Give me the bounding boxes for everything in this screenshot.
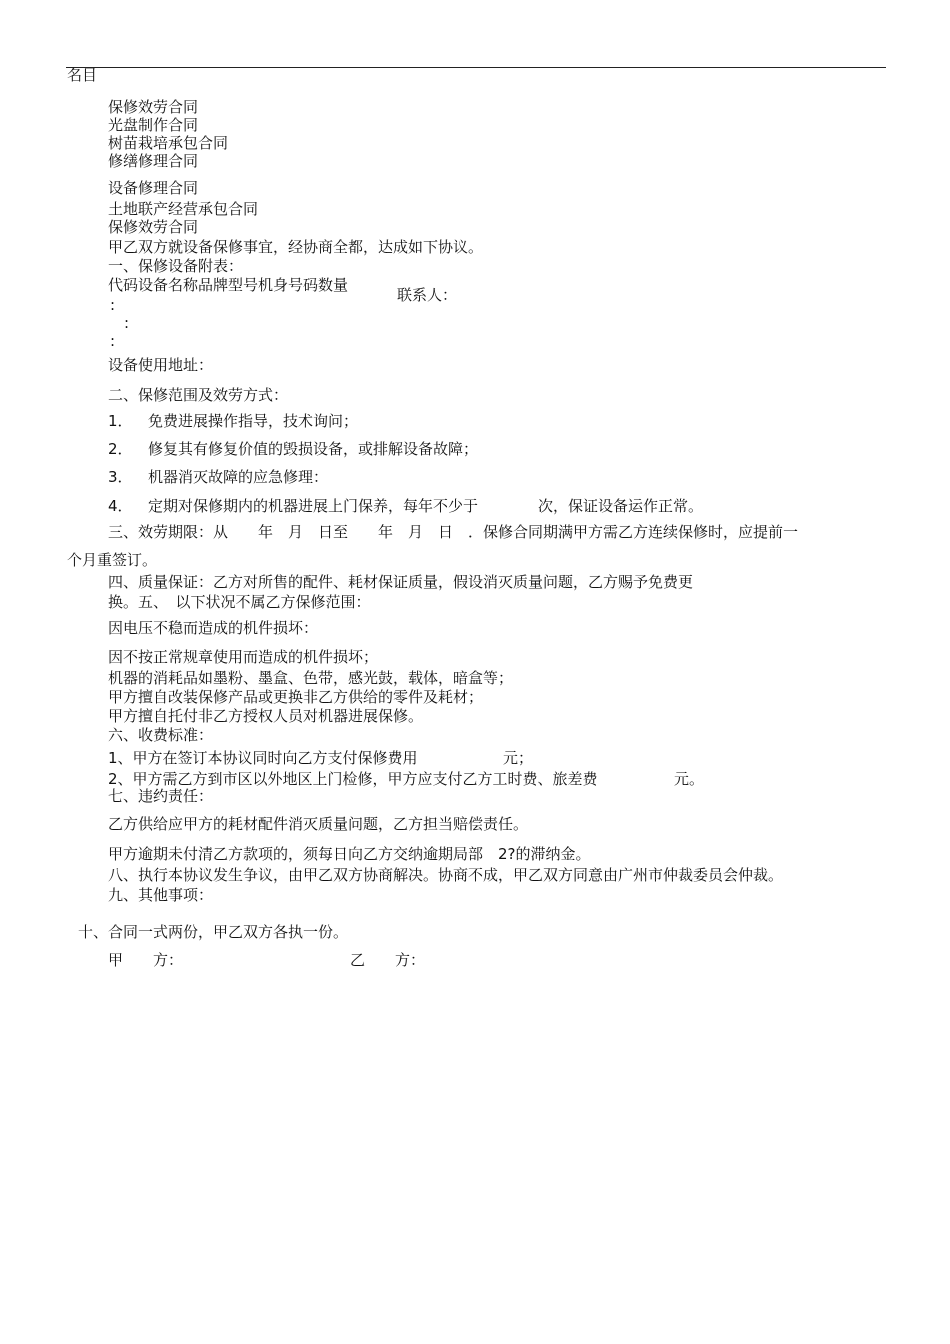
service-item-number: 2．	[108, 440, 133, 458]
contact-label: 联系人：	[397, 286, 458, 304]
fee-unit: 元。	[674, 770, 705, 788]
section-7-title: 七、违约责任：	[108, 787, 214, 805]
colon-mark: :	[110, 296, 116, 314]
fee-item: 2、甲方需乙方到市区以外地区上门检修，甲方应支付乙方工时费、旅差费	[108, 770, 598, 788]
section-1-title: 一、保修设备附表：	[108, 257, 244, 275]
section-4-line: 换。五、 以下状况不属乙方保修范围：	[108, 593, 371, 611]
liability-item: 甲方逾期未付清乙方款项的，须每日向乙方交纳逾期局部 2?的滞纳金。	[108, 845, 591, 863]
section-2-title: 二、保修范围及效劳方式：	[108, 386, 289, 404]
section-10: 十、合同一式两份，甲乙双方各执一份。	[78, 923, 349, 941]
section-8: 八、执行本协议发生争议，由甲乙双方协商解决。协商不成，甲乙双方同意由广州市仲裁委员会仲裁。	[108, 866, 784, 884]
service-item-text: 免费进展操作指导，技术询问；	[148, 412, 359, 430]
party-b-signature: 乙 方：	[350, 951, 426, 969]
party-a-signature: 甲 方：	[108, 951, 184, 969]
toc-item: 设备修理合同	[108, 179, 199, 197]
exclusion-item: 甲方擅自改装保修产品或更换非乙方供给的零件及耗材；	[108, 688, 484, 706]
toc-item: 土地联产经营承包合同	[108, 200, 259, 218]
equipment-address-label: 设备使用地址：	[108, 356, 214, 374]
service-item-number: 3．	[108, 468, 133, 486]
toc-item: 修缮修理合同	[108, 152, 199, 170]
section-3-line: 三、效劳期限：从 年 月 日至 年 月 日 ．保修合同期满甲方需乙方连续保修时，应提前一	[108, 523, 799, 541]
exclusion-item: 因电压不稳而造成的机件损坏：	[108, 619, 319, 637]
section-6-title: 六、收费标准：	[108, 726, 214, 744]
toc-item: 保修效劳合同	[108, 218, 199, 236]
section-9: 九、其他事项：	[108, 886, 214, 904]
page-title: 名目	[67, 66, 98, 84]
toc-item: 光盘制作合同	[108, 116, 199, 134]
colon-mark: :	[110, 332, 116, 350]
equipment-table-header: 代码设备名称品牌型号机身号码数量	[108, 276, 349, 294]
service-item-number: 4．	[108, 497, 133, 515]
toc-item: 保修效劳合同	[108, 98, 199, 116]
fee-item: 1、甲方在签订本协议同时向乙方支付保修费用	[108, 749, 418, 767]
service-item-number: 1．	[108, 412, 133, 430]
exclusion-item: 甲方擅自托付非乙方授权人员对机器进展保修。	[108, 707, 424, 725]
exclusion-item: 因不按正常规章使用而造成的机件损坏；	[108, 648, 379, 666]
intro-paragraph: 甲乙双方就设备保修事宜，经协商全都，达成如下协议。	[108, 238, 484, 256]
liability-item: 乙方供给应甲方的耗材配件消灭质量问题，乙方担当赔偿责任。	[108, 815, 529, 833]
service-item-tail: 次，保证设备运作正常。	[538, 497, 704, 515]
section-3-line: 个月重签订。	[67, 551, 158, 569]
exclusion-item: 机器的消耗品如墨粉、墨盒、色带，感光鼓，载体，暗盒等；	[108, 669, 514, 687]
toc-item: 树苗栽培承包合同	[108, 134, 229, 152]
service-item-text: 机器消灭故障的应急修理：	[148, 468, 329, 486]
fee-unit: 元；	[503, 749, 534, 767]
service-item-text: 定期对保修期内的机器进展上门保养，每年不少于	[148, 497, 479, 515]
colon-mark: :	[124, 314, 130, 332]
service-item-text: 修复其有修复价值的毁损设备，或排解设备故障；	[148, 440, 479, 458]
header-rule	[66, 67, 886, 68]
section-4-line: 四、质量保证：乙方对所售的配件、耗材保证质量，假设消灭质量问题，乙方赐予免费更	[108, 573, 694, 591]
